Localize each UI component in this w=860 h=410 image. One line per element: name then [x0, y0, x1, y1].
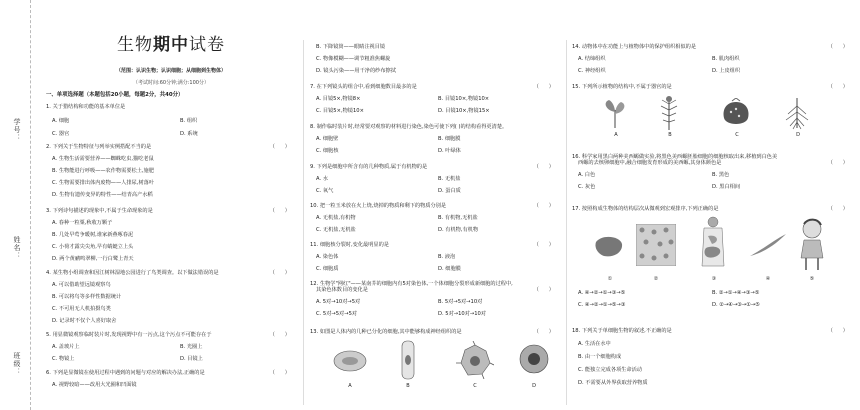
answer-option: A — [348, 383, 352, 389]
answer-option: D. 镜头污染——用干净的纱布擦拭 — [316, 68, 396, 74]
answer-parentheses: （ ） — [827, 206, 848, 212]
answer-option: 期中 — [153, 35, 189, 55]
answer-option: C. 5对→5对→5对 — [316, 311, 358, 317]
answer-parentheses: （ ） — [533, 203, 554, 209]
answer-option: D. 5对→10对→10对 — [438, 311, 487, 317]
question-2 — [46, 144, 296, 198]
answer-parentheses: （ ） — [533, 287, 554, 293]
cell-figure-b — [396, 339, 420, 383]
answer-option: B — [406, 383, 410, 389]
column-3 — [572, 0, 854, 410]
answer-parentheses: （ ） — [269, 370, 290, 376]
question-stem: 6. 下列是显微镜在使用过程中遇到的问题与对应的解决办法,正确的是 — [46, 370, 205, 376]
answer-option: A. 春种一粒粟,秋收万颗子 — [52, 220, 113, 226]
answer-option: ③ — [711, 276, 717, 282]
question-stem: 西螈的去核卵细胞中,融合细胞发育形成的美西螈,其身体颜色是 — [578, 160, 722, 167]
answer-parentheses: （ ） — [269, 208, 290, 214]
question-stem: 12. 生物学"网红"——某南芥的细胞内有5对染色体,一个体细胞分裂形成新细胞的过程中, — [310, 281, 513, 287]
answer-option: ⑤ — [809, 276, 815, 282]
answer-option: C. 无机盐,无机盐 — [316, 227, 356, 233]
question-6 — [46, 370, 296, 388]
plant-figure-b — [656, 94, 682, 132]
answer-parentheses: （ ） — [827, 84, 848, 90]
page-title — [46, 35, 296, 55]
question-9 — [310, 164, 560, 194]
answer-option: C. 细胞核 — [316, 148, 339, 154]
cell-figure-a — [328, 341, 372, 381]
question-15 — [572, 84, 854, 138]
answer-option: C. 不可用无人机拍摄鸟类 — [52, 306, 111, 312]
answer-option: B. 目镜10×,物镜10× — [438, 96, 490, 102]
answer-option: B. 可以将鸟等多样性数据统计 — [52, 294, 122, 300]
answer-option: ② — [653, 276, 659, 282]
answer-option: C. 氧气 — [316, 188, 334, 194]
answer-option: D. 记录时不仅个人喜好取舍 — [52, 318, 117, 324]
answer-option: C. 器官 — [52, 131, 70, 137]
answer-option: C. 能独立完成各项生命活动 — [578, 367, 642, 373]
answer-option: A. ④→②→①→③→⑤ — [578, 290, 626, 296]
answer-option: B. 生物能进行呼吸——农作物需要松土,施肥 — [52, 168, 154, 174]
question-18 — [572, 328, 854, 386]
question-stem: 4. 某生物小组调查和因江树林湿地公园进行了鸟类调查。以下做法错误的是 — [46, 270, 219, 276]
answer-option: C. 物镜上 — [52, 356, 75, 362]
exam-range: （范围：认识生物；认识细胞；从细胞到生物体） — [115, 68, 226, 74]
answer-option: D. 系统 — [180, 131, 198, 137]
answer-option: D. 生物有遗传变异的特性——结青高产水稻 — [52, 192, 153, 198]
answer-option: D. 不需要从外界获取营养物质 — [578, 380, 648, 386]
question-7 — [310, 84, 560, 114]
question-14 — [572, 44, 854, 74]
question-stem: 7. 在下列镜头的组合中,看到细胞数目最多的是 — [310, 84, 417, 90]
answer-option: A. 视野较暗——改用大光圈和凹面镜 — [52, 382, 137, 388]
answer-option: A — [614, 132, 618, 138]
question-16 — [572, 154, 854, 190]
question-4 — [46, 270, 296, 324]
column-2 — [310, 0, 560, 410]
answer-option: D. 有机物,有机物 — [438, 227, 479, 233]
answer-option: B. 光圈上 — [180, 344, 203, 350]
answer-option: A. 盖玻片上 — [52, 344, 80, 350]
answer-option: A. 水 — [316, 176, 328, 182]
answer-option: D. 两个黄鹂鸣翠柳,一行白鹭上青天 — [52, 256, 134, 262]
answer-option: B. 组织 — [180, 118, 198, 124]
answer-parentheses: （ ） — [827, 44, 848, 50]
answer-parentheses: （ ） — [827, 160, 848, 166]
answer-option: A. 5对→10对→5对 — [316, 299, 361, 305]
question-stem: 1. 关于猎结构和功能的基本单位是 — [46, 104, 126, 110]
column-divider — [566, 40, 567, 405]
question-stem: 5. 用显微镜观察临时装片时,发现视野中有一污点,这个污点不可能存在于 — [46, 332, 212, 338]
answer-parentheses: （ ） — [533, 329, 554, 335]
column-1 — [46, 0, 296, 410]
answer-parentheses: （ ） — [827, 328, 848, 334]
question-11 — [310, 242, 560, 272]
answer-option: A. 生活在水中 — [578, 341, 611, 347]
answer-option: C. 物像模糊——调节粗准焦螺旋 — [316, 56, 391, 62]
answer-option: D. 黑白相间 — [712, 184, 741, 190]
exam-time: （考试时间:60分钟;满分:100分） — [133, 80, 209, 86]
answer-option: C. 生物需要排出体内废物——人排尿,树落叶 — [52, 180, 154, 186]
answer-option: A. 无机盐,有机物 — [316, 215, 356, 221]
muscle-cell-image — [748, 230, 788, 260]
answer-option: ④ — [765, 276, 771, 282]
question-13 — [310, 329, 560, 389]
answer-option: B. 细胞膜 — [438, 136, 461, 142]
question-17 — [572, 206, 854, 308]
binding-line — [30, 0, 31, 410]
answer-option: D — [796, 132, 800, 138]
binding-margin — [0, 0, 44, 410]
question-stem: 8. 制作临时装片时,经常要对观察的材料进行染色,染色可使下列( )的结构看得更清楚。 — [310, 124, 508, 130]
child-organism-image — [794, 218, 830, 272]
answer-option: A. 细胞壁 — [316, 136, 339, 142]
cell-figures — [310, 339, 560, 379]
question-12 — [310, 281, 560, 317]
plant-figure-d — [780, 96, 814, 130]
answer-option: B. 无机盐 — [438, 176, 461, 182]
question-stem: 3. 下列诗句描述的现象中,不属于生命现象的是 — [46, 208, 153, 214]
plant-figures — [572, 94, 854, 134]
answer-option: C — [735, 132, 739, 138]
answer-option: B. 黑色 — [712, 172, 730, 178]
question-stem: 9. 下列是细胞中所含有的几种物质,属于有机物的是 — [310, 164, 428, 170]
structure-level-figures — [572, 216, 854, 280]
question-stem: 10. 把一粒玉米放在火上烧,烧掉的物质和剩下的物质分别是 — [310, 203, 447, 209]
answer-option: C. 细胞质 — [316, 266, 339, 272]
question-stem: 17. 按照构成生物体的结构层次从微观到宏观排序,下列正确的是 — [572, 206, 719, 212]
question-stem: 13. 如图是人体内的几种已分化的细胞,其中能够构成神经组织的是 — [310, 329, 462, 335]
answer-option: B. 由一个细胞构成 — [578, 354, 622, 360]
question-stem: 2. 下列关于生物特征与列举实例搭配不当的是 — [46, 144, 152, 150]
answer-option: C — [473, 383, 477, 389]
answer-option: A. 白色 — [578, 172, 596, 178]
liver-organ-image — [594, 234, 624, 262]
answer-parentheses: （ ） — [269, 144, 290, 150]
section-heading: 一、单项选择题（本题包括20小题，每题2分，共40分） — [46, 92, 184, 98]
question-1 — [46, 104, 296, 137]
answer-option: D — [532, 383, 536, 389]
answer-parentheses: （ ） — [533, 242, 554, 248]
class-label: 班级： — [13, 352, 21, 376]
plant-figure-a — [600, 96, 630, 130]
answer-option: B. 下降镜筒——眼睛注视目镜 — [316, 44, 386, 50]
answer-option: C. 神经组织 — [578, 68, 606, 74]
answer-option: B. 几处早莺争暖树,谁家新燕啄春泥 — [52, 232, 134, 238]
question-stem: 16. 科学家用黑白两种美西螈做实验,将黑色美西螈胚胎细胞的细胞核取出来,移植到白色美 — [572, 154, 778, 160]
question-5 — [46, 332, 296, 362]
answer-option: B. 肌肉组织 — [712, 56, 740, 62]
answer-option: D. 上皮组织 — [712, 68, 741, 74]
answer-option: A. 细胞 — [52, 118, 70, 124]
answer-option: A. 结缔组织 — [578, 56, 606, 62]
answer-option: ① — [607, 276, 613, 282]
answer-option: 试卷 — [189, 35, 225, 55]
cell-tissue-image — [636, 224, 676, 266]
cell-figure-d — [516, 341, 552, 377]
answer-option: C. 目镜5×,物镜10× — [316, 108, 364, 114]
question-stem: 其染色体数目的变化是 — [316, 287, 368, 294]
student-id-label: 学号： — [13, 118, 21, 142]
question-3 — [46, 208, 296, 262]
answer-option: A. 生物生活需要营养——蜘蛛吃虫,猫吃老鼠 — [52, 156, 154, 162]
question-8 — [310, 124, 560, 154]
answer-option: C. 灰色 — [578, 184, 596, 190]
answer-parentheses: （ ） — [269, 270, 290, 276]
answer-option: D. 细胞膜 — [438, 266, 461, 272]
question-stem: 11. 细胞核分裂时,变化最明显的是 — [310, 242, 389, 248]
answer-parentheses: （ ） — [533, 84, 554, 90]
answer-option: B — [668, 132, 672, 138]
answer-option: A. 可以借助望远镜观察鸟 — [52, 282, 111, 288]
answer-option: B. ②→①→④→③→⑤ — [712, 290, 760, 296]
answer-option: C. 小荷才露尖尖角,早有蜻蜓立上头 — [52, 244, 134, 250]
question-stem: 14. 动物体中在功能上与植物体中的保护组织相似的是 — [572, 44, 697, 50]
question-stem: 18. 下列关于单细胞生物的叙述,不正确的是 — [572, 328, 672, 334]
digestive-system-image — [688, 216, 738, 270]
answer-option: D. 蛋白质 — [438, 188, 461, 194]
answer-option: B. 5对→5对→10对 — [438, 299, 483, 305]
answer-option: D. 目镜10×,物镜15× — [438, 108, 490, 114]
answer-option: A. 染色体 — [316, 254, 339, 260]
cell-figure-c — [456, 341, 494, 379]
plant-figure-c — [720, 98, 752, 128]
answer-option: D. 叶绿体 — [438, 148, 461, 154]
question-stem: 15. 下列所示植物的结构中,不属于器官的是 — [572, 84, 672, 90]
answer-option: D. ②→④→③→①→⑤ — [712, 302, 760, 308]
answer-option: C. ④→②→①→⑤→③ — [578, 302, 626, 308]
answer-option: 生物 — [117, 35, 153, 55]
answer-option: A. 目镜5×,物镜8× — [316, 96, 361, 102]
answer-parentheses: （ ） — [269, 332, 290, 338]
answer-option: D. 目镜上 — [180, 356, 203, 362]
question-10 — [310, 203, 560, 233]
student-name-label: 姓名： — [13, 236, 21, 260]
answer-option: B. 液泡 — [438, 254, 456, 260]
answer-parentheses: （ ） — [533, 164, 554, 170]
answer-option: B. 有机物,无机盐 — [438, 215, 478, 221]
column-divider — [303, 40, 304, 405]
